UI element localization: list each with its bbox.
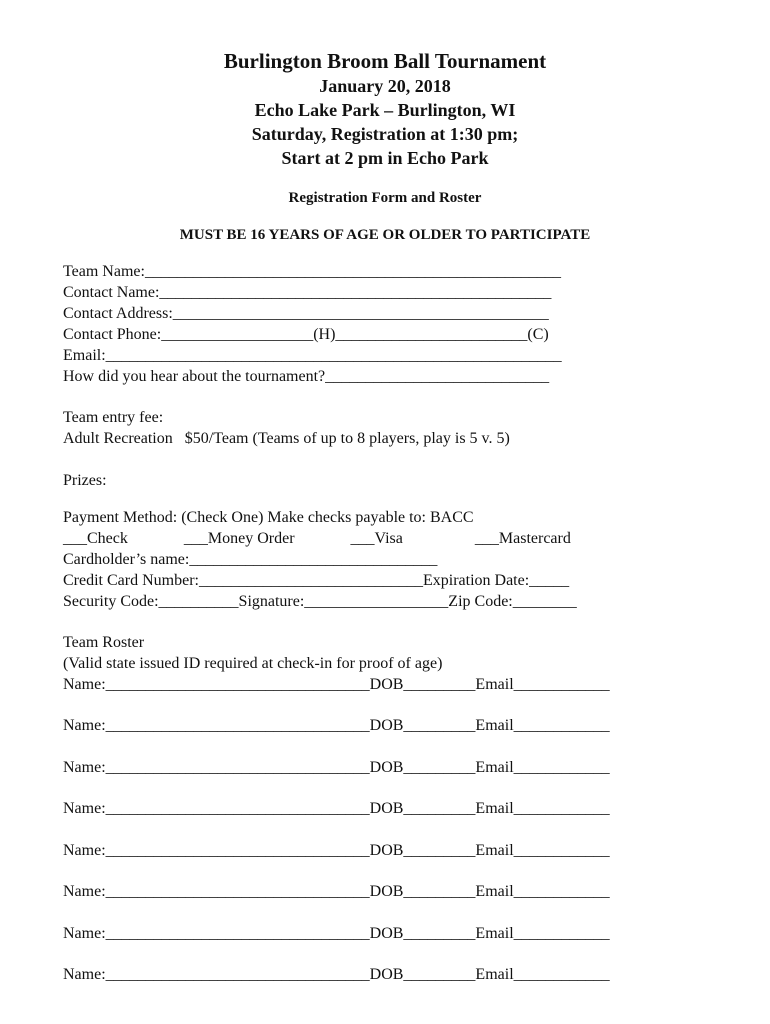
page-title: Burlington Broom Ball Tournament [223,49,547,73]
payment-method: Payment Method: (Check One) Make checks payable to: BACC [63,509,474,526]
payment-options[interactable]: ___Check ___Money Order ___Visa ___Mastercard [63,530,571,547]
adult-fee: Adult Recreation $50/Team (Teams of up to 8 players, play is 5 v. 5) [63,430,510,447]
roster-note: (Valid state issued ID required at check-in for proof of age) [63,655,443,672]
registration-time: Saturday, Registration at 1:30 pm; [251,124,519,144]
contact-phone-field[interactable]: Contact Phone:___________________(H)________________________(C) [63,326,549,343]
roster-row[interactable]: Name:_________________________________DOB_________Email____________ [63,966,610,983]
roster-row[interactable]: Name:_________________________________DOB_________Email____________ [63,759,610,776]
card-number-field[interactable]: Credit Card Number:____________________________Expiration Date:_____ [63,572,570,589]
roster-row[interactable]: Name:_________________________________DOB_________Email____________ [63,800,610,817]
contact-address-field[interactable]: Contact Address:_______________________________________________ [63,305,549,322]
roster-heading: Team Roster [63,634,145,651]
team-name-field[interactable]: Team Name:____________________________________________________ [63,263,561,280]
roster-row[interactable]: Name:_________________________________DOB_________Email____________ [63,717,610,734]
form-title: Registration Form and Roster [288,190,482,206]
age-notice: MUST BE 16 YEARS OF AGE OR OLDER TO PARTICIPATE [179,227,591,243]
event-date: January 20, 2018 [319,76,451,96]
event-location: Echo Lake Park – Burlington, WI [254,100,516,120]
security-code-field[interactable]: Security Code:__________Signature:__________________Zip Code:________ [63,593,577,610]
roster-row[interactable]: Name:_________________________________DOB_________Email____________ [63,925,610,942]
email-field[interactable]: Email:_________________________________________________________ [63,347,562,364]
prizes-label: Prizes: [63,472,107,489]
contact-name-field[interactable]: Contact Name:_________________________________________________ [63,284,552,301]
fee-heading: Team entry fee: [63,409,164,426]
roster-row[interactable]: Name:_________________________________DOB_________Email____________ [63,676,610,693]
cardholder-field[interactable]: Cardholder’s name:_______________________________ [63,551,438,568]
roster-row[interactable]: Name:_________________________________DOB_________Email____________ [63,842,610,859]
hear-about-field[interactable]: How did you hear about the tournament?____________________________ [63,368,550,385]
start-time: Start at 2 pm in Echo Park [281,148,489,168]
roster-row[interactable]: Name:_________________________________DOB_________Email____________ [63,883,610,900]
